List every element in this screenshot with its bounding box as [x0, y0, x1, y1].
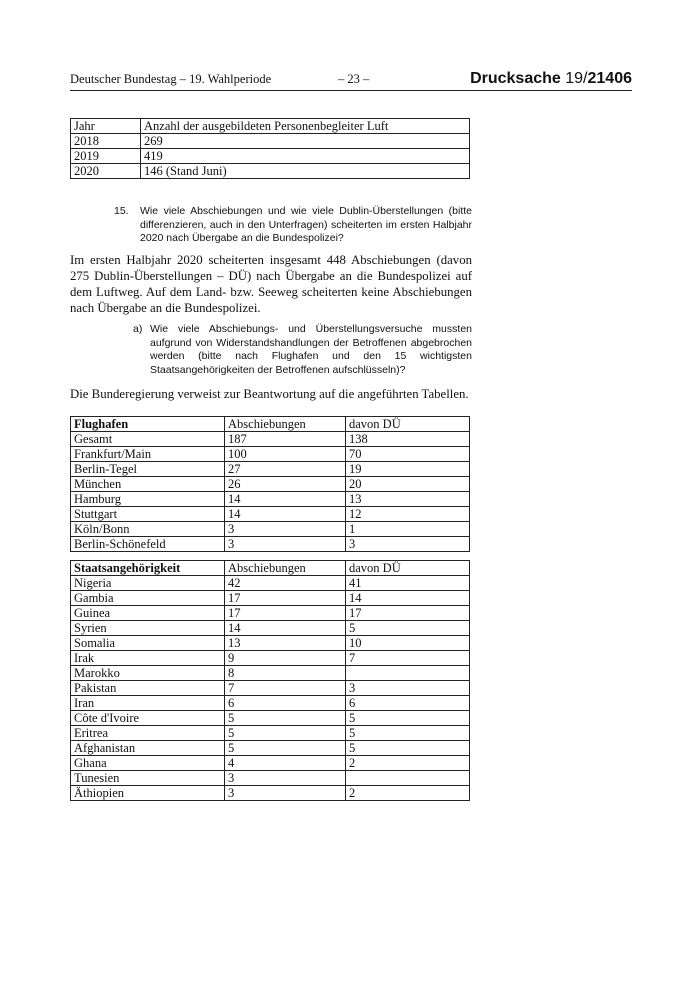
header-rule [70, 90, 632, 91]
table-row [71, 771, 470, 786]
table-cell: 5 [346, 741, 470, 756]
document-number [470, 70, 632, 88]
table-cell: 17 [346, 606, 470, 621]
table-cell: Afghanistan [71, 741, 225, 756]
table-cell: 8 [225, 666, 346, 681]
table-cell: 3 [225, 522, 346, 537]
table-row [71, 636, 470, 651]
table-cell: Hamburg [71, 492, 225, 507]
table-cell: 27 [225, 462, 346, 477]
table-cell: Gesamt [71, 432, 225, 447]
question-number: a) [133, 323, 143, 335]
table-row [71, 666, 470, 681]
table-cell: 1 [346, 522, 470, 537]
document-number-prefix: 19/ [565, 70, 588, 87]
table-cell: 3 [225, 771, 346, 786]
column-header: Anzahl der ausgebildeten Personenbegleiter Luft [141, 119, 470, 134]
page-number: – 23 – [338, 72, 370, 86]
table-row [71, 164, 470, 179]
question-text: Wie viele Abschiebungen und wie viele Dublin-Überstellungen (bitte differenzieren, auch in den Unterfragen) scheiterten im ersten Halbjahr 2020 nach Übergabe an die Bundespolizei? [140, 205, 472, 244]
table-cell: 100 [225, 447, 346, 462]
table-cell: Somalia [71, 636, 225, 651]
table-cell: Irak [71, 651, 225, 666]
table-cell: Berlin-Schönefeld [71, 537, 225, 552]
question-text: Wie viele Abschiebungs- und Überstellungsversuche mussten aufgrund von Widerstandshandlungen der Betroffenen abgebrochen werden (bitte nach Flughafen und den 15 wichtigsten Staatsangehörigkeiten der Betroffenen aufschlüsseln)? [150, 323, 472, 376]
table-cell: 5 [346, 621, 470, 636]
table-row [71, 711, 470, 726]
table-cell: 2 [346, 756, 470, 771]
table-header-row [71, 561, 470, 576]
table-cell: Tunesien [71, 771, 225, 786]
table-cell: Guinea [71, 606, 225, 621]
table-cell: 2018 [71, 134, 141, 149]
table-cell: 6 [225, 696, 346, 711]
question-15a [133, 323, 472, 377]
table-cell: Gambia [71, 591, 225, 606]
table-row [71, 681, 470, 696]
table-cell: 3 [225, 786, 346, 801]
table-cell: 3 [346, 537, 470, 552]
table-header-row [71, 417, 470, 432]
table-cell: Stuttgart [71, 507, 225, 522]
column-header: davon DÜ [346, 561, 470, 576]
table-cell: Iran [71, 696, 225, 711]
table-cell: Côte d'Ivoire [71, 711, 225, 726]
table-cell: 3 [346, 681, 470, 696]
table-cell: 70 [346, 447, 470, 462]
table-cell: 5 [225, 741, 346, 756]
table-row [71, 621, 470, 636]
table-cell: 138 [346, 432, 470, 447]
table-cell: Äthiopien [71, 786, 225, 801]
column-header: Jahr [71, 119, 141, 134]
page-header [70, 72, 632, 90]
table-row [71, 492, 470, 507]
table-row [71, 591, 470, 606]
table-cell: 419 [141, 149, 470, 164]
table-row [71, 507, 470, 522]
table-cell: Ghana [71, 756, 225, 771]
table-cell: 10 [346, 636, 470, 651]
table-row [71, 432, 470, 447]
table-row [71, 606, 470, 621]
table-cell: 14 [225, 492, 346, 507]
table-cell: 42 [225, 576, 346, 591]
table-row [71, 134, 470, 149]
table-cell: 5 [346, 711, 470, 726]
table-cell: Marokko [71, 666, 225, 681]
table-header-row [71, 119, 470, 134]
nationality-table [70, 560, 470, 801]
table-row [71, 741, 470, 756]
table-cell: 2019 [71, 149, 141, 164]
table-cell: 2 [346, 786, 470, 801]
table-cell: 269 [141, 134, 470, 149]
header-parliament: Deutscher Bundestag – 19. Wahlperiode [70, 72, 272, 86]
table-row [71, 522, 470, 537]
table-cell: 26 [225, 477, 346, 492]
column-header: davon DÜ [346, 417, 470, 432]
table-cell: 3 [225, 537, 346, 552]
table-cell: 14 [225, 621, 346, 636]
table-cell: 17 [225, 606, 346, 621]
table-cell: 5 [346, 726, 470, 741]
table-cell: 5 [225, 711, 346, 726]
document-label: Drucksache [470, 70, 561, 87]
question-15 [114, 205, 472, 246]
table-cell: 13 [346, 492, 470, 507]
table-row [71, 537, 470, 552]
document-number-main: 21406 [587, 70, 632, 87]
table-row [71, 696, 470, 711]
question-number: 15. [114, 205, 129, 217]
table-row [71, 576, 470, 591]
table-row [71, 756, 470, 771]
table-cell: 12 [346, 507, 470, 522]
table-cell [346, 666, 470, 681]
table-cell: 2020 [71, 164, 141, 179]
table-cell [346, 771, 470, 786]
column-header: Abschiebungen [225, 417, 346, 432]
table-cell: 5 [225, 726, 346, 741]
table-cell: Eritrea [71, 726, 225, 741]
table-cell: 14 [225, 507, 346, 522]
table-row [71, 462, 470, 477]
table-cell: 19 [346, 462, 470, 477]
table-row [71, 726, 470, 741]
training-table [70, 118, 470, 179]
table-cell: 6 [346, 696, 470, 711]
answer-15a: Die Bunderegierung verweist zur Beantwortung auf die angeführten Tabellen. [70, 387, 469, 401]
table-cell: 20 [346, 477, 470, 492]
column-header: Staatsangehörigkeit [71, 561, 225, 576]
table-cell: 41 [346, 576, 470, 591]
table-cell: 14 [346, 591, 470, 606]
table-cell: Berlin-Tegel [71, 462, 225, 477]
table-cell: 187 [225, 432, 346, 447]
column-header: Flughafen [71, 417, 225, 432]
answer-15: Im ersten Halbjahr 2020 scheiterten insgesamt 448 Abschiebungen (davon 275 Dublin-Überstellungen – DÜ) nach Übergabe an die Bundespolizei auf dem Luftweg. Auf dem Land- bzw. Seeweg scheiterten keine Abschiebungen nach Übergabe an die Bundespolizei. [70, 253, 472, 315]
table-cell: Köln/Bonn [71, 522, 225, 537]
table-cell: Syrien [71, 621, 225, 636]
table-row [71, 447, 470, 462]
table-cell: 9 [225, 651, 346, 666]
table-cell: 4 [225, 756, 346, 771]
table-row [71, 786, 470, 801]
column-header: Abschiebungen [225, 561, 346, 576]
table-cell: 17 [225, 591, 346, 606]
table-cell: Frankfurt/Main [71, 447, 225, 462]
table-cell: Nigeria [71, 576, 225, 591]
table-cell: 7 [225, 681, 346, 696]
table-row [71, 149, 470, 164]
table-cell: Pakistan [71, 681, 225, 696]
table-row [71, 651, 470, 666]
table-row [71, 477, 470, 492]
table-cell: 7 [346, 651, 470, 666]
table-cell: 13 [225, 636, 346, 651]
table-cell: 146 (Stand Juni) [141, 164, 470, 179]
table-cell: München [71, 477, 225, 492]
airport-table [70, 416, 470, 552]
